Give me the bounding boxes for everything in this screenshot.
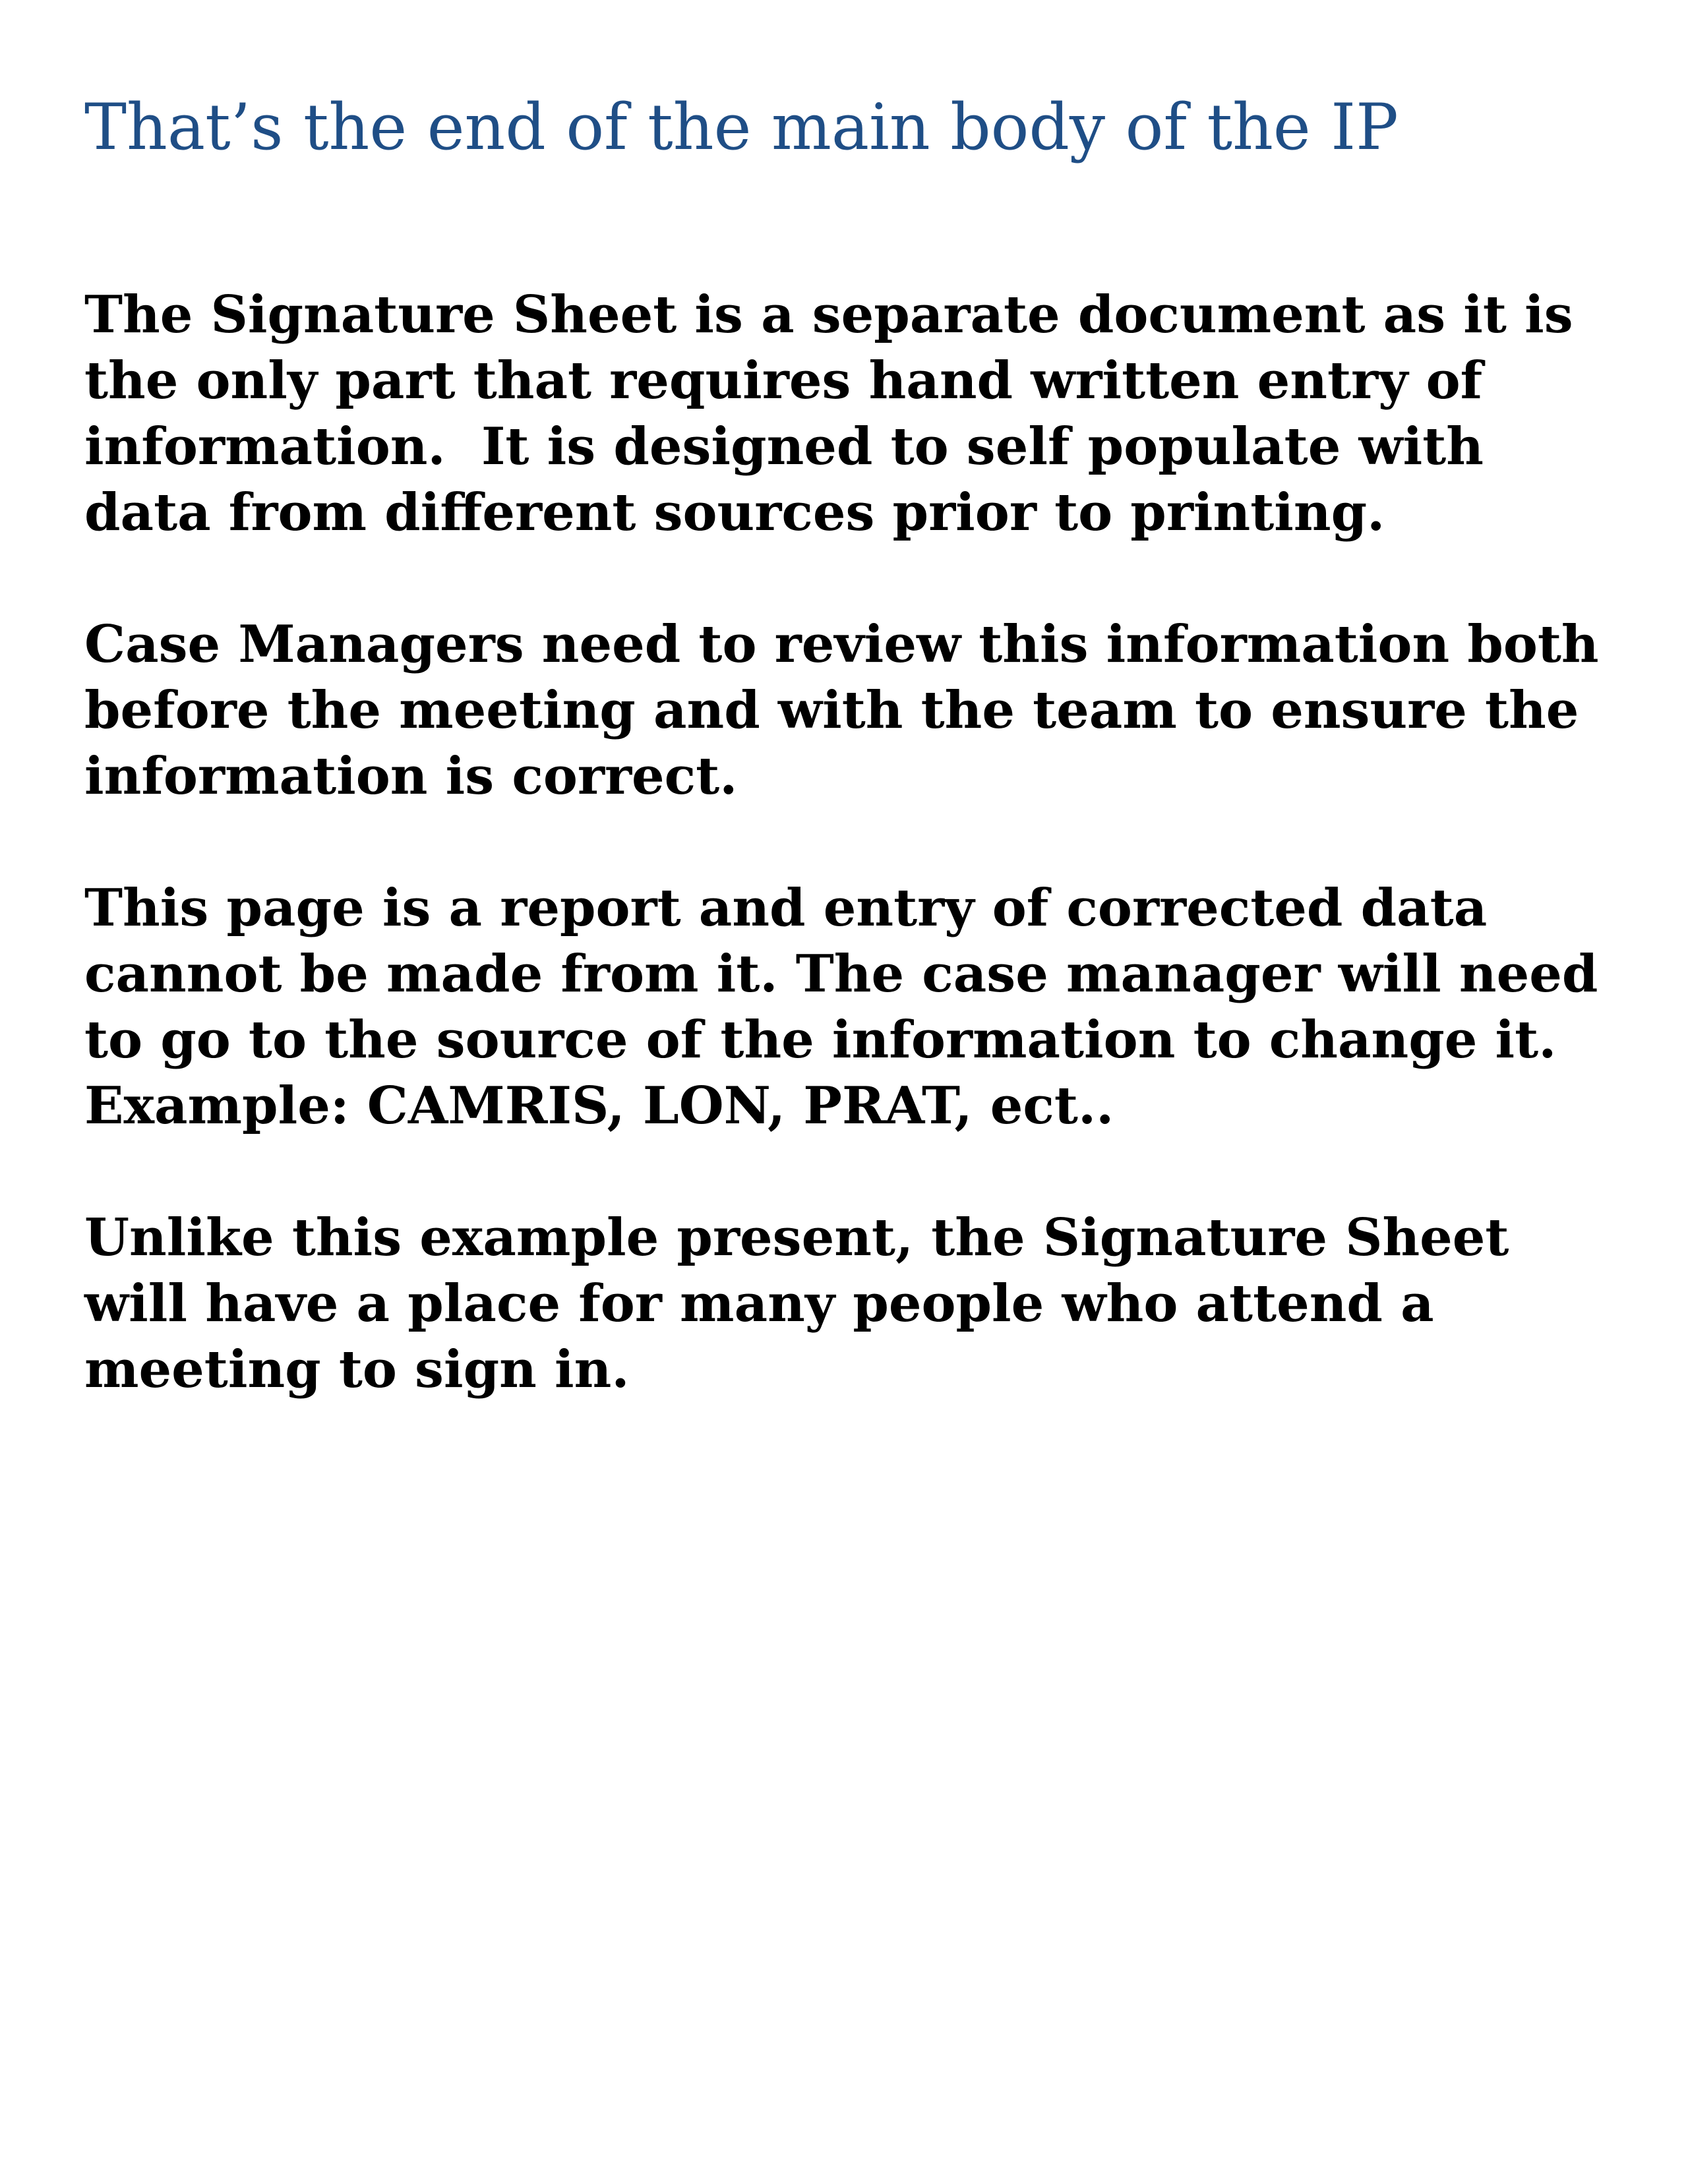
paragraph-case-managers xyxy=(84,612,1627,810)
paragraph-line: information is correct. xyxy=(84,746,738,806)
paragraph-line: cannot be made from it. The case manager will need xyxy=(84,944,1598,1004)
paragraph-line: The Signature Sheet is a separate document as it is xyxy=(84,285,1573,345)
paragraph-line: This page is a report and entry of corrected data xyxy=(84,878,1488,938)
paragraph-line: to go to the source of the information to change it. xyxy=(84,1010,1557,1070)
paragraph-signature-sheet xyxy=(84,282,1627,546)
paragraph-line: will have a place for many people who attend a xyxy=(84,1274,1434,1334)
paragraph-line: Case Managers need to review this information both xyxy=(84,614,1599,674)
paragraph-sign-in xyxy=(84,1205,1627,1403)
paragraph-report-page xyxy=(84,875,1627,1139)
paragraph-line: information. It is designed to self populate with xyxy=(84,417,1484,477)
slide-body xyxy=(84,282,1627,1469)
paragraph-line: Unlike this example present, the Signature Sheet xyxy=(84,1208,1509,1268)
paragraph-line: the only part that requires hand written entry of xyxy=(84,351,1483,411)
slide-title: That’s the end of the main body of the IP xyxy=(84,90,1399,164)
paragraph-line: meeting to sign in. xyxy=(84,1340,630,1400)
paragraph-line: data from different sources prior to printing. xyxy=(84,483,1385,543)
paragraph-line: before the meeting and with the team to ensure the xyxy=(84,680,1579,740)
paragraph-line: Example: CAMRIS, LON, PRAT, ect.. xyxy=(84,1076,1114,1136)
